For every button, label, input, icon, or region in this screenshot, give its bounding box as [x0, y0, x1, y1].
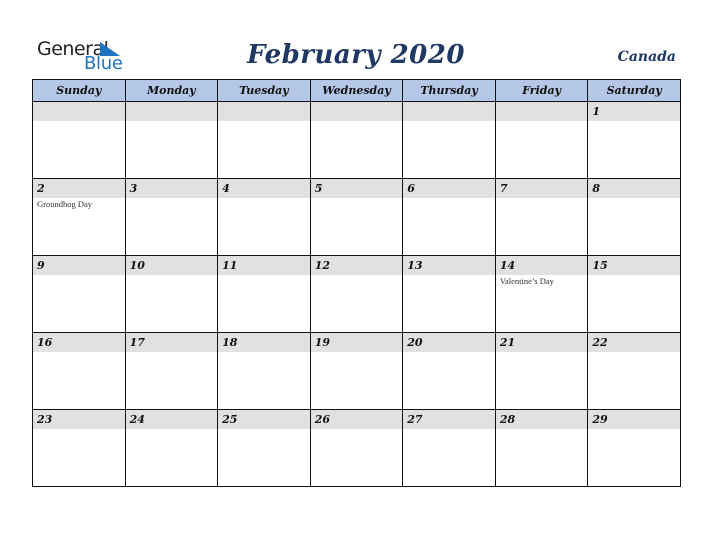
day-number [218, 102, 310, 121]
day-cell [310, 179, 403, 256]
day-cell [218, 179, 311, 256]
weekday-header: Sunday [33, 80, 126, 102]
day-number: 23 [33, 410, 125, 429]
day-cell [403, 410, 496, 487]
day-number: 16 [33, 333, 125, 352]
day-cell [403, 179, 496, 256]
day-cell [588, 102, 681, 179]
holiday-label: Groundhog Day [37, 199, 93, 209]
day-cell [495, 256, 588, 333]
weekday-header: Tuesday [218, 80, 311, 102]
day-number [403, 102, 495, 121]
day-number [496, 102, 588, 121]
day-number: 14 [496, 256, 588, 275]
day-cell [495, 179, 588, 256]
day-number: 21 [496, 333, 588, 352]
day-cell [495, 333, 588, 410]
day-number: 27 [403, 410, 495, 429]
day-cell [33, 179, 126, 256]
weekday-header: Friday [495, 80, 588, 102]
day-number: 29 [588, 410, 680, 429]
day-number: 5 [311, 179, 403, 198]
day-cell [310, 102, 403, 179]
week-row [33, 410, 681, 487]
weekday-header: Wednesday [310, 80, 403, 102]
day-number: 2 [33, 179, 125, 198]
logo-text-blue: Blue [84, 53, 123, 74]
day-cell [588, 410, 681, 487]
day-number: 1 [588, 102, 680, 121]
day-number: 9 [33, 256, 125, 275]
day-number: 22 [588, 333, 680, 352]
week-row [33, 179, 681, 256]
day-number: 4 [218, 179, 310, 198]
day-cell [125, 102, 218, 179]
day-number: 19 [311, 333, 403, 352]
day-cell [310, 256, 403, 333]
weekday-header: Saturday [588, 80, 681, 102]
holiday-label: Valentine’s Day [499, 276, 554, 286]
day-number: 3 [126, 179, 218, 198]
day-cell [33, 102, 126, 179]
day-number: 15 [588, 256, 680, 275]
calendar-grid [32, 79, 681, 487]
logo-text-general: General [37, 38, 109, 60]
weekday-header: Monday [125, 80, 218, 102]
day-number: 24 [126, 410, 218, 429]
day-cell [125, 256, 218, 333]
week-row [33, 333, 681, 410]
country-label: Canada [617, 49, 676, 65]
day-number [311, 102, 403, 121]
day-cell [588, 256, 681, 333]
day-cell [125, 179, 218, 256]
day-number: 12 [311, 256, 403, 275]
day-cell [403, 333, 496, 410]
day-cell [218, 410, 311, 487]
day-cell [403, 102, 496, 179]
day-cell [310, 333, 403, 410]
day-number: 13 [403, 256, 495, 275]
day-number: 8 [588, 179, 680, 198]
day-cell [125, 410, 218, 487]
day-number: 17 [126, 333, 218, 352]
day-cell [125, 333, 218, 410]
day-number: 25 [218, 410, 310, 429]
day-cell [33, 333, 126, 410]
day-cell [495, 102, 588, 179]
day-number: 28 [496, 410, 588, 429]
day-number [126, 102, 218, 121]
week-row [33, 256, 681, 333]
day-number [33, 102, 125, 121]
day-number: 20 [403, 333, 495, 352]
weekday-header: Thursday [403, 80, 496, 102]
day-cell [218, 333, 311, 410]
day-cell [218, 102, 311, 179]
weekday-header-row [33, 80, 681, 102]
calendar-title: February 2020 [247, 40, 465, 70]
day-number: 18 [218, 333, 310, 352]
day-cell [588, 333, 681, 410]
day-cell [33, 410, 126, 487]
day-cell [495, 410, 588, 487]
day-number: 26 [311, 410, 403, 429]
day-cell [218, 256, 311, 333]
day-cell [403, 256, 496, 333]
day-number: 6 [403, 179, 495, 198]
day-number: 11 [218, 256, 310, 275]
day-number: 7 [496, 179, 588, 198]
day-cell [588, 179, 681, 256]
day-cell [33, 256, 126, 333]
day-number: 10 [126, 256, 218, 275]
week-row [33, 102, 681, 179]
day-cell [310, 410, 403, 487]
